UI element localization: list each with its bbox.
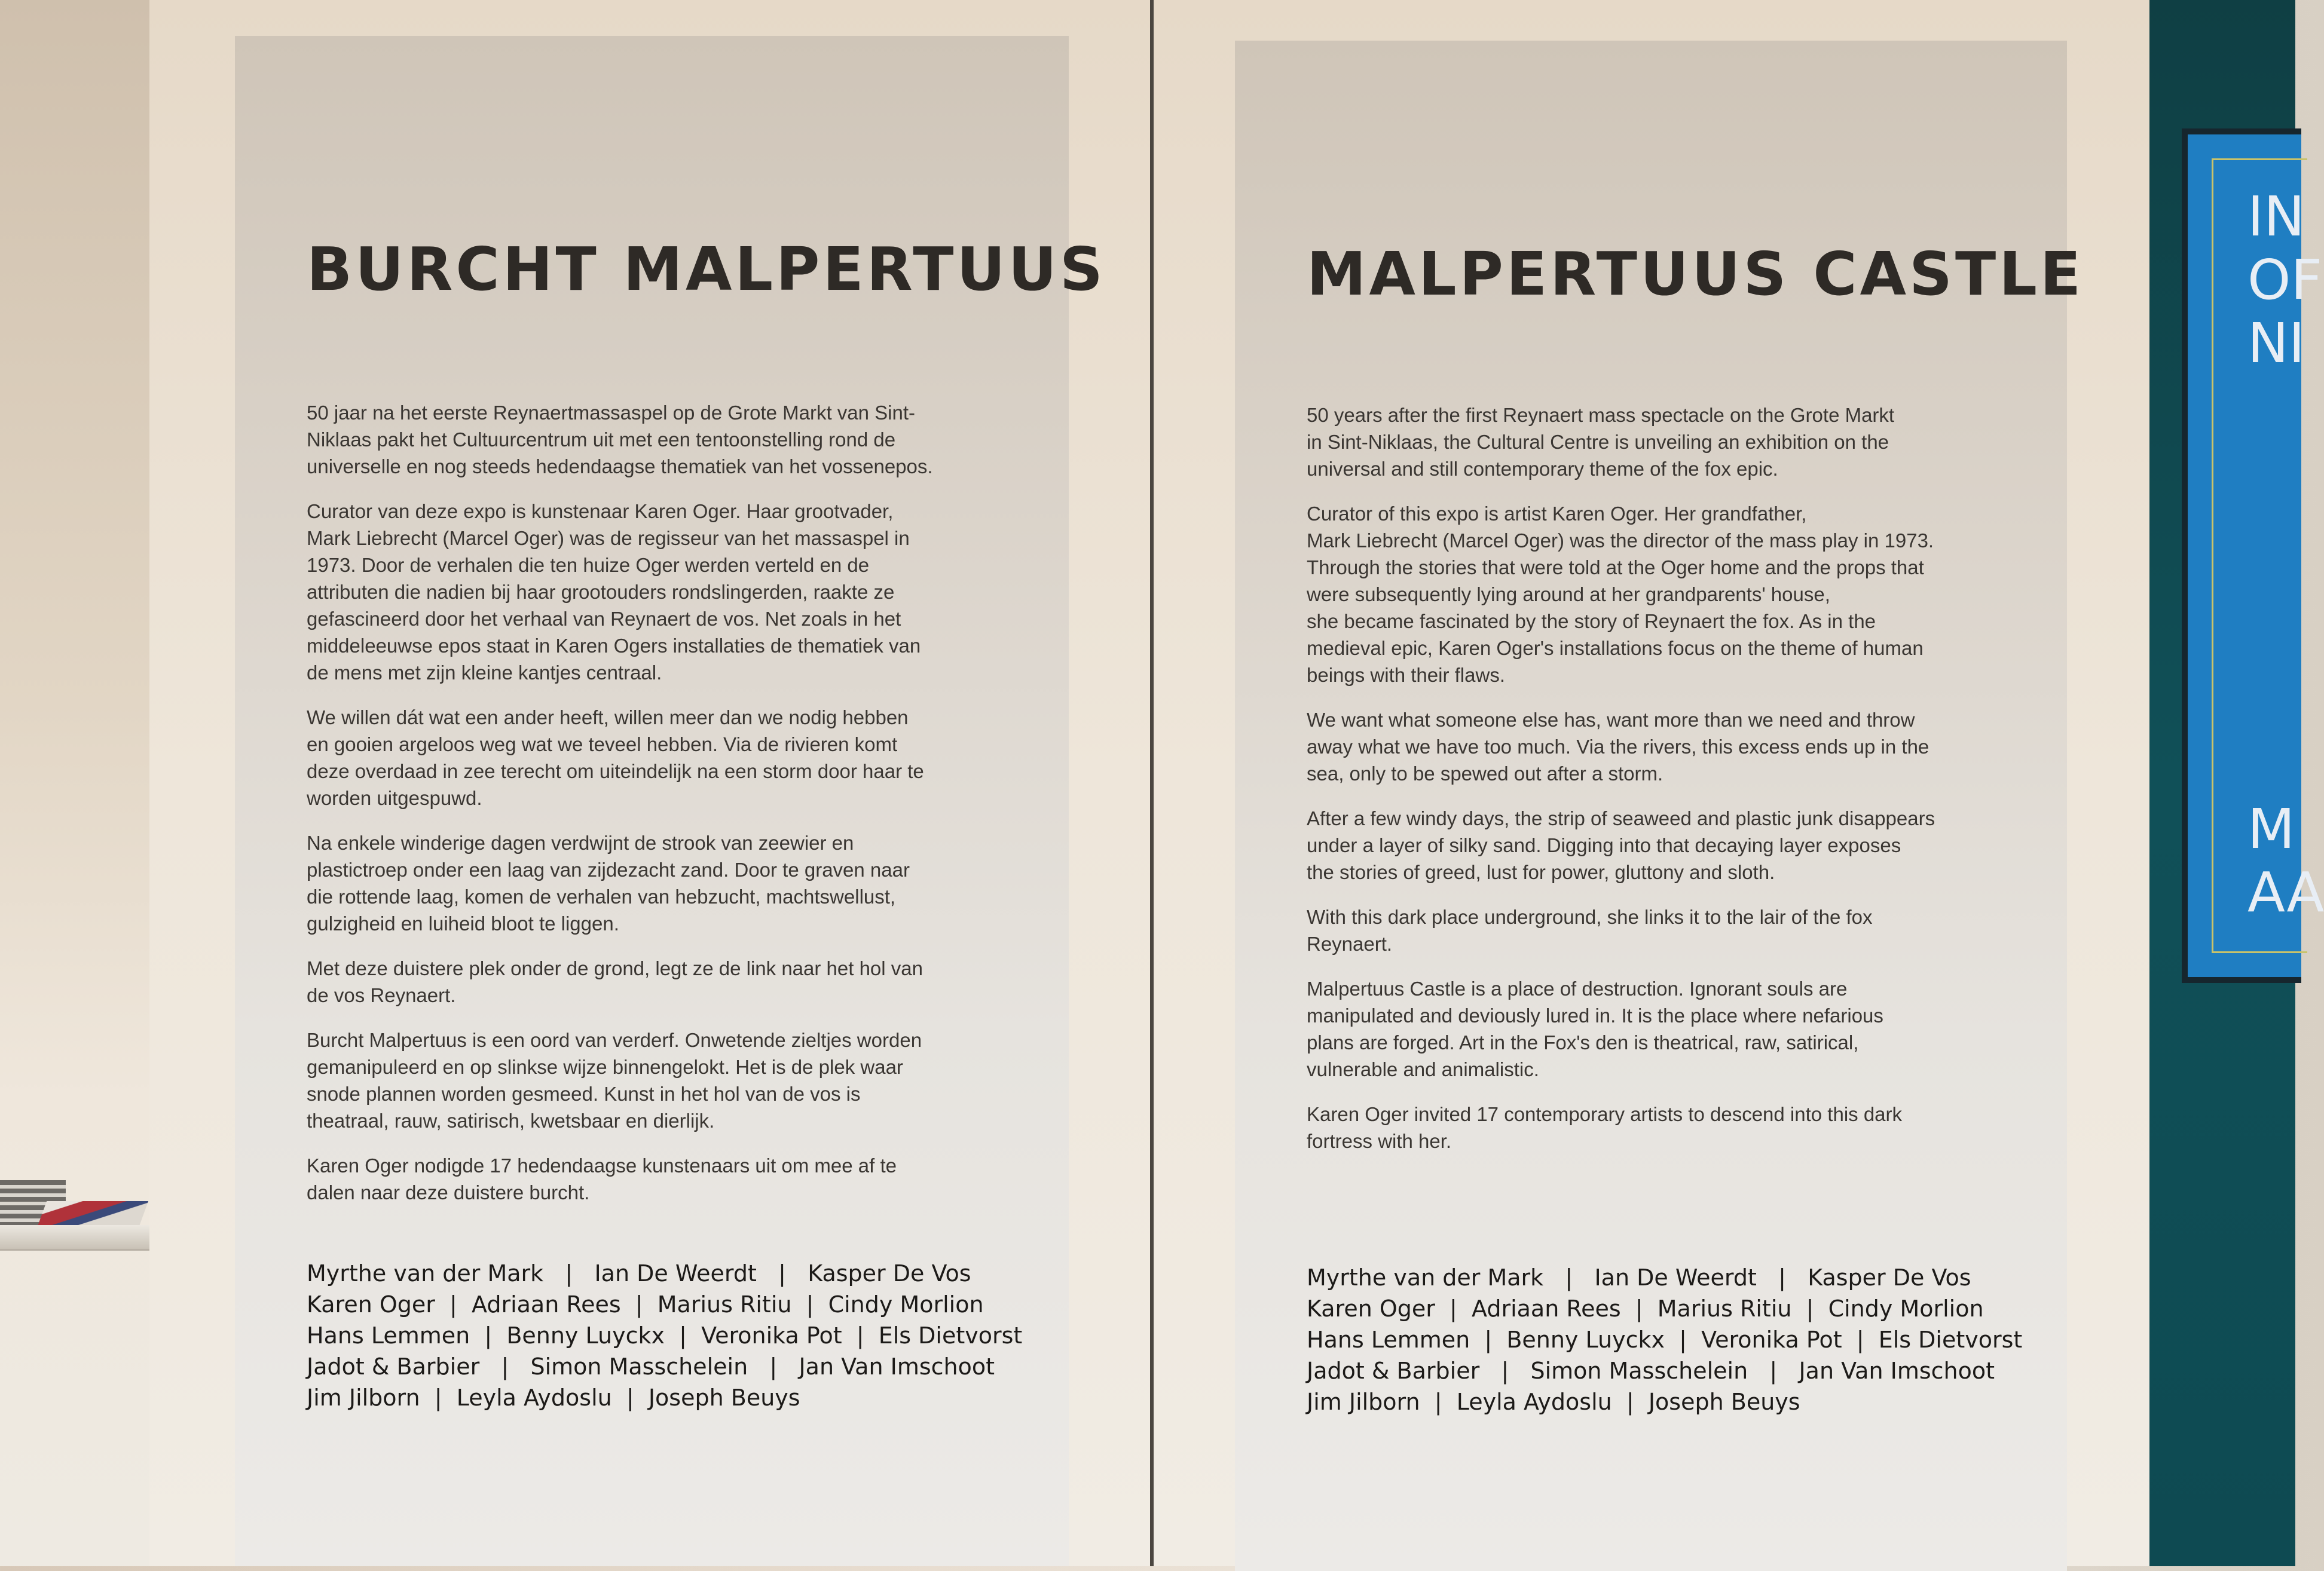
dutch-paragraph: 50 jaar na het eerste Reynaertmassaspel op de Grote Markt van Sint- Niklaas pakt het Cultuurcentrum uit met een tentoonstelling rond de universelle en nog steeds hedendaagse thematiek van het vossenepos. [307, 402, 933, 477]
poster-bottom-text: M AA [2247, 797, 2324, 924]
dutch-title: BURCHT MALPERTUUS [307, 234, 1106, 304]
dutch-paragraph: We willen dát wat een ander heeft, willen meer dan we nodig hebben en gooien argeloos weg wat we teveel hebben. Via de rivieren komt deze overdaad in zee terecht om uiteindelijk na een storm door haar te worden uitgespuwd. [307, 706, 924, 809]
english-paragraph: With this dark place underground, she links it to the lair of the fox Reynaert. [1307, 906, 1873, 955]
dutch-paragraph: Burcht Malpertuus is een oord van verderf. Onwetende zieltjes worden gemanipuleerd en op slinkse wijze binnengelokt. Het is de plek waar snode plannen worden gesmeed. Kunst in het hol van de vos is theatraal, rauw, satirisch, kwetsbaar en dierlijk. [307, 1029, 922, 1132]
dutch-paragraph: Met deze duistere plek onder de grond, legt ze de link naar het hol van de vos Reynaert. [307, 957, 923, 1006]
english-paragraph: After a few windy days, the strip of seaweed and plastic junk disappears under a layer of silky sand. Digging into that decaying layer exposes the stories of greed, lust for power, gluttony and sloth. [1307, 807, 1935, 883]
panel-seam [1150, 0, 1154, 1566]
dutch-artist-list: Myrthe van der Mark | Ian De Weerdt | Kasper De Vos Karen Oger | Adriaan Rees | Marius Ritiu | Cindy Morlion Hans Lemmen | Benny Luyckx | Veronika Pot | Els Dietvorst Jadot & Barbier | Simon Masschelein | Jan Van Imschoot Jim Jilborn | Leyla Aydoslu | Joseph Beuys [307, 1260, 1023, 1411]
blue-poster [2182, 128, 2324, 983]
english-body [1307, 402, 2018, 1172]
dutch-paragraph: Curator van deze expo is kunstenaar Karen Oger. Haar grootvader, Mark Liebrecht (Marcel Oger) was de regisseur van het massaspel in 1973. Door de verhalen die ten huize Oger werden verteld en de attributen die nadien bij haar grootouders rondslingerden, raakte ze gefascineerd door het verhaal van Reynaert de vos. Net zoals in het middeleeuwse epos staat in Karen Ogers installaties de thematiek van de mens met zijn kleine kantjes centraal. [307, 500, 921, 684]
english-paragraph: We want what someone else has, want more than we need and throw away what we have too much. Via the rivers, this excess ends up in the sea, only to be spewed out after a storm. [1307, 709, 1929, 785]
dutch-paragraph: Karen Oger nodigde 17 hedendaagse kunstenaars uit om mee af te dalen naar deze duistere burcht. [307, 1154, 897, 1203]
shelf [0, 1225, 149, 1251]
dutch-paragraph: Na enkele winderige dagen verdwijnt de strook van zeewier en plastictroep onder een laag van zijdezacht zand. Door te graven naar die rottende laag, komen de verhalen van hebzucht, machtswellust, gulzigheid en luiheid bloot te liggen. [307, 832, 910, 935]
left-wall [0, 0, 149, 1566]
magazine [37, 1201, 148, 1228]
english-paragraph: 50 years after the first Reynaert mass spectacle on the Grote Markt in Sint-Niklaas, the Cultural Centre is unveiling an exhibition on the universal and still contemporary theme of the fox epic. [1307, 404, 1895, 480]
english-title: MALPERTUUS CASTLE [1307, 239, 2084, 309]
english-paragraph: Curator of this expo is artist Karen Oger. Her grandfather, Mark Liebrecht (Marcel Oger) was the director of the mass play in 1973. Through the stories that were told at the Oger home and the props that were subsequently lying around at her grandparents' house, she became fascinated by the story of Reynaert the fox. As in the medieval epic, Karen Oger's installations focus on the theme of human beings with their flaws. [1307, 503, 1934, 686]
english-paragraph: Malpertuus Castle is a place of destruction. Ignorant souls are manipulated and deviously lured in. It is the place where nefarious plans are forged. Art in the Fox's den is theatrical, raw, satirical, vulnerable and animalistic. [1307, 978, 1883, 1080]
dutch-body [307, 399, 1012, 1224]
english-paragraph: Karen Oger invited 17 contemporary artists to descend into this dark fortress with her. [1307, 1103, 1903, 1152]
english-artist-list: Myrthe van der Mark | Ian De Weerdt | Kasper De Vos Karen Oger | Adriaan Rees | Marius Ritiu | Cindy Morlion Hans Lemmen | Benny Luyckx | Veronika Pot | Els Dietvorst Jadot & Barbier | Simon Masschelein | Jan Van Imschoot Jim Jilborn | Leyla Aydoslu | Joseph Beuys [1307, 1264, 2023, 1415]
poster-top-text: IN OF NI [2247, 185, 2323, 375]
